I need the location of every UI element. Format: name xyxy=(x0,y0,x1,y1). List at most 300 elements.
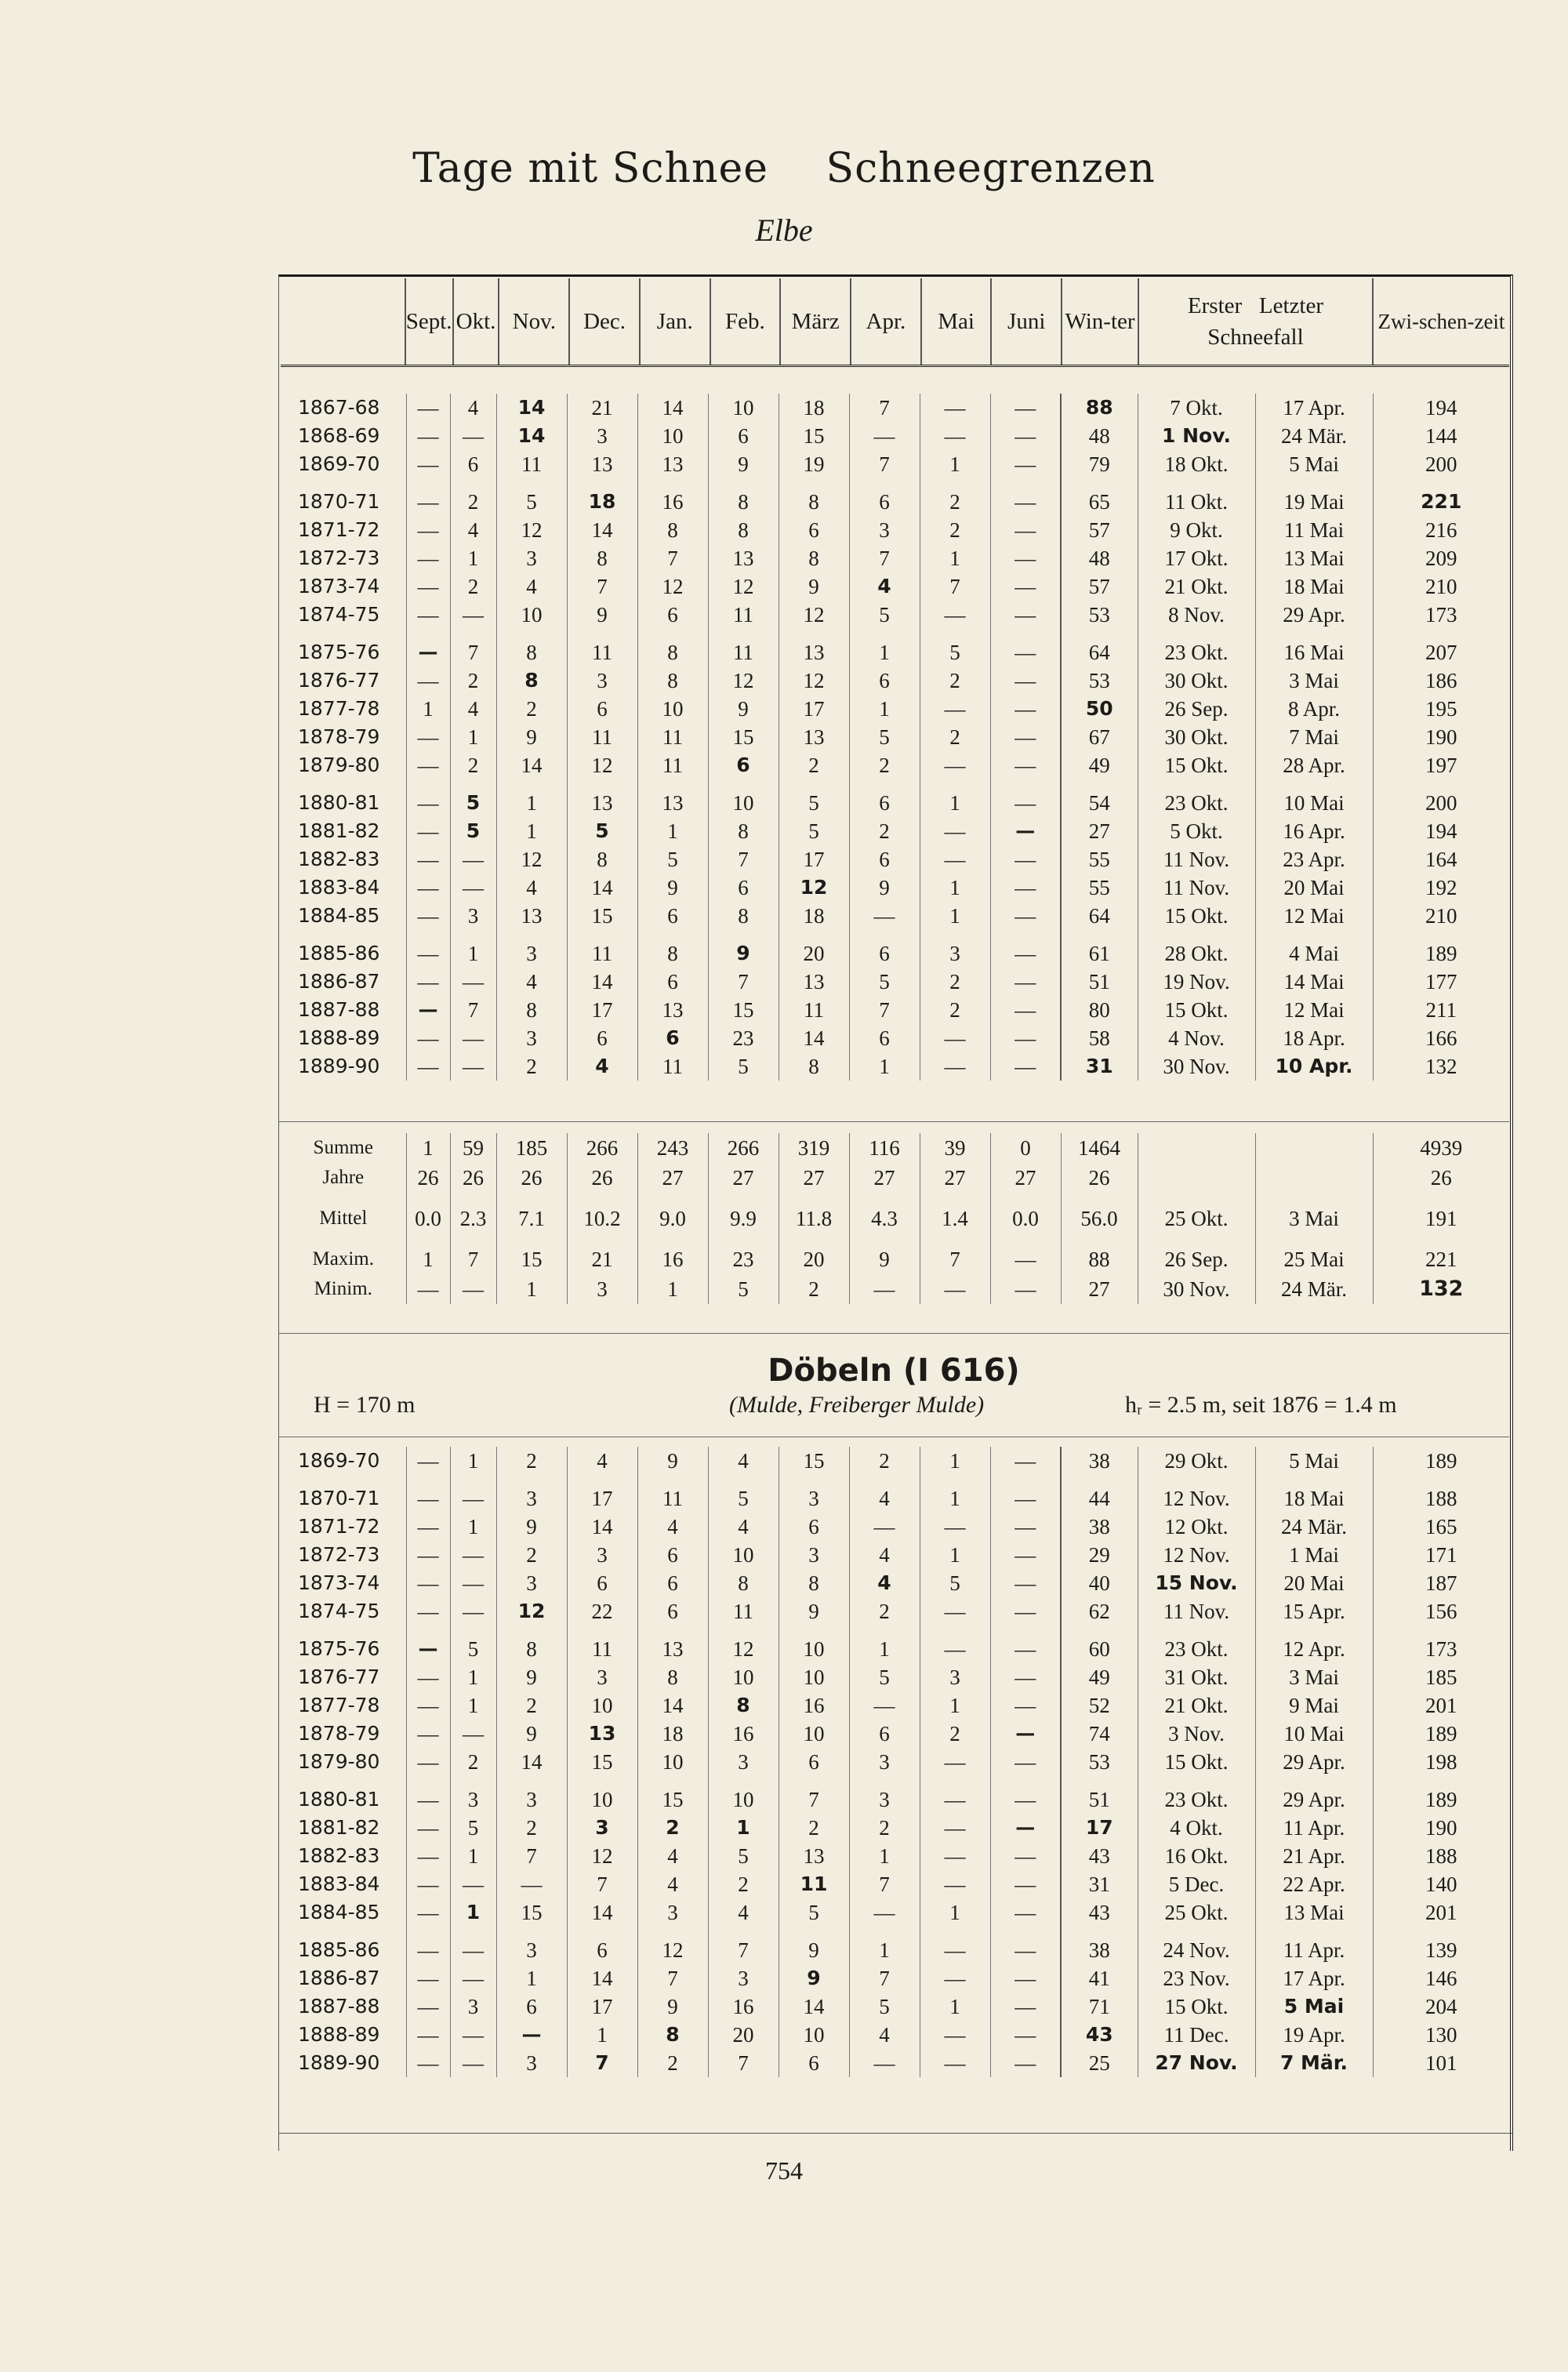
table-row xyxy=(281,1447,1509,1475)
elbe-group-gap xyxy=(281,930,1509,939)
table-cell: 64 xyxy=(1061,902,1138,930)
summary-row xyxy=(281,1274,1509,1304)
table-cell: 101 xyxy=(1425,2051,1457,2075)
table-cell: 5 xyxy=(849,968,920,996)
table-cell: 173 xyxy=(1425,603,1457,627)
gap-cell xyxy=(496,779,567,789)
gap-cell xyxy=(849,1626,920,1635)
year-cell: 1889-90 xyxy=(281,1052,406,1081)
summary-rows xyxy=(281,1133,1509,1304)
summary-cell: — xyxy=(450,1274,496,1304)
table-cell: 4 xyxy=(708,1513,779,1541)
gap-cell xyxy=(637,930,708,939)
table-cell: 139 xyxy=(1425,1938,1457,1962)
header-nov: Nov. xyxy=(499,278,569,366)
table-cell: 5 xyxy=(450,817,496,845)
table-cell: 15 xyxy=(496,1898,567,1927)
table-cell: 8 xyxy=(496,638,567,667)
table-cell: — xyxy=(990,450,1061,478)
summary-cell: 26 xyxy=(1061,1163,1138,1193)
table-cell: 21 Okt. xyxy=(1138,1691,1255,1720)
table-cell: — xyxy=(990,1597,1061,1626)
gap-cell xyxy=(1255,629,1373,638)
table-cell: 13 xyxy=(496,902,567,930)
table-cell: — xyxy=(406,1541,450,1569)
table-cell: 18 xyxy=(567,488,637,516)
table-cell: 23 xyxy=(708,1024,779,1052)
table-cell: 1 xyxy=(920,450,990,478)
table-cell: 5 xyxy=(708,1842,779,1870)
year-cell: 1887-88 xyxy=(281,996,406,1024)
gap-cell xyxy=(779,930,849,939)
gap-cell xyxy=(406,629,450,638)
table-cell: 3 xyxy=(496,1569,567,1597)
table-cell: 13 xyxy=(637,996,708,1024)
table-cell: — xyxy=(406,1870,450,1898)
table-cell: 58 xyxy=(1061,1024,1138,1052)
year-cell: 1878-79 xyxy=(281,1720,406,1748)
table-cell: 15 xyxy=(708,996,779,1024)
table-row xyxy=(281,1842,1509,1870)
table-cell: 52 xyxy=(1061,1691,1138,1720)
gap-cell xyxy=(1255,1927,1373,1936)
table-cell: 209 xyxy=(1425,547,1457,570)
table-cell: 12 xyxy=(708,667,779,695)
table-cell: 6 xyxy=(450,450,496,478)
table-cell: — xyxy=(990,2021,1061,2049)
table-cell: 10 xyxy=(779,1720,849,1748)
table-cell: 11 xyxy=(496,450,567,478)
table-cell: 211 xyxy=(1425,998,1457,1022)
gap-cell xyxy=(849,1193,920,1204)
table-cell: 16 Apr. xyxy=(1255,817,1373,845)
table-cell: 43 xyxy=(1061,1842,1138,1870)
table-cell: 164 xyxy=(1425,848,1457,871)
gap-cell xyxy=(496,478,567,488)
table-cell: 1 xyxy=(920,1484,990,1513)
table-cell: — xyxy=(450,1936,496,1964)
table-cell: 4 Okt. xyxy=(1138,1814,1255,1842)
table-cell: 4 xyxy=(567,1447,637,1475)
summary-cell: 0.0 xyxy=(990,1204,1061,1233)
table-cell: 6 xyxy=(637,1597,708,1626)
year-cell: 1871-72 xyxy=(281,516,406,544)
gap-cell xyxy=(849,779,920,789)
table-cell: 9 xyxy=(708,450,779,478)
gap-cell xyxy=(496,930,567,939)
table-row xyxy=(281,638,1509,667)
table-row xyxy=(281,1484,1509,1513)
table-cell: 15 xyxy=(567,902,637,930)
table-cell: — xyxy=(406,1569,450,1597)
table-cell: 190 xyxy=(1425,725,1457,749)
table-cell: 5 xyxy=(920,638,990,667)
table-cell: 2 xyxy=(849,1814,920,1842)
table-cell: — xyxy=(450,2049,496,2077)
table-cell: — xyxy=(990,845,1061,874)
table-cell: 71 xyxy=(1061,1992,1138,2021)
table-cell: — xyxy=(406,817,450,845)
table-cell: — xyxy=(450,2021,496,2049)
table-cell: 17 xyxy=(1061,1814,1138,1842)
table-cell: 1 xyxy=(496,789,567,817)
table-cell: 10 xyxy=(779,1635,849,1663)
table-cell: 51 xyxy=(1061,1785,1138,1814)
summary-cell: 1 xyxy=(637,1274,708,1304)
table-cell: 53 xyxy=(1061,667,1138,695)
table-cell: — xyxy=(920,751,990,779)
gap-cell xyxy=(849,1475,920,1484)
table-cell: 12 xyxy=(567,1842,637,1870)
table-cell: 4 xyxy=(849,1569,920,1597)
year-cell: 1879-80 xyxy=(281,751,406,779)
table-cell: 8 xyxy=(779,1569,849,1597)
table-cell: 8 xyxy=(708,488,779,516)
table-cell: 10 Apr. xyxy=(1255,1052,1373,1081)
table-cell: 30 Nov. xyxy=(1138,1052,1255,1081)
table-cell: 8 xyxy=(637,2021,708,2049)
table-cell: — xyxy=(990,817,1061,845)
table-cell: 48 xyxy=(1061,422,1138,450)
table-cell: 1 xyxy=(849,1842,920,1870)
table-cell: 2 xyxy=(450,572,496,601)
table-cell: — xyxy=(450,1964,496,1992)
table-cell: 18 Mai xyxy=(1255,572,1373,601)
table-cell: 14 xyxy=(567,874,637,902)
table-cell: 67 xyxy=(1061,723,1138,751)
table-cell: 53 xyxy=(1061,601,1138,629)
summary-cell: 27 xyxy=(708,1163,779,1193)
gap-cell xyxy=(849,1233,920,1244)
table-cell: 13 xyxy=(708,544,779,572)
summary-cell: 26 xyxy=(496,1163,567,1193)
table-cell: 10 xyxy=(708,789,779,817)
table-cell: — xyxy=(406,2049,450,2077)
table-cell: 40 xyxy=(1061,1569,1138,1597)
table-cell: 13 xyxy=(779,723,849,751)
gap-cell xyxy=(779,1927,849,1936)
table-cell: 11 xyxy=(637,723,708,751)
table-row xyxy=(281,1964,1509,1992)
gap-cell xyxy=(708,930,779,939)
table-cell: 12 xyxy=(567,751,637,779)
table-cell: 1 xyxy=(450,1447,496,1475)
table-cell: — xyxy=(990,1748,1061,1776)
summary-cell: 221 xyxy=(1425,1248,1457,1271)
table-cell: 11 xyxy=(637,1052,708,1081)
table-cell: 14 xyxy=(637,394,708,422)
header-snowfall-label: Schneefall xyxy=(1207,325,1304,350)
table-cell: 11 xyxy=(567,723,637,751)
table-cell: 1 xyxy=(450,544,496,572)
table-cell: 2 xyxy=(450,1748,496,1776)
year-cell: 1870-71 xyxy=(281,1484,406,1513)
header-last: Letzter xyxy=(1258,293,1324,318)
table-cell: 6 xyxy=(849,789,920,817)
table-cell: 8 xyxy=(779,544,849,572)
title-snow-days: Tage mit Schnee xyxy=(412,145,768,192)
table-cell: 1 Mai xyxy=(1255,1541,1373,1569)
summary-cell: 5 xyxy=(708,1274,779,1304)
table-cell: 3 xyxy=(849,1748,920,1776)
station-name: Döbeln (I 616) xyxy=(768,1353,1020,1389)
table-cell: — xyxy=(406,2021,450,2049)
table-cell: — xyxy=(406,789,450,817)
table-cell: — xyxy=(450,1484,496,1513)
year-cell: 1882-83 xyxy=(281,1842,406,1870)
table-cell: 4 xyxy=(849,572,920,601)
table-cell: 14 xyxy=(637,1691,708,1720)
table-cell: — xyxy=(920,1964,990,1992)
table-cell: — xyxy=(990,1447,1061,1475)
table-cell: 5 xyxy=(849,1663,920,1691)
table-cell: 3 xyxy=(849,1785,920,1814)
gap-cell xyxy=(1061,1626,1138,1635)
gap-cell xyxy=(920,1475,990,1484)
gap-cell xyxy=(1255,1233,1373,1244)
table-cell: — xyxy=(990,638,1061,667)
table-cell: 38 xyxy=(1061,1513,1138,1541)
table-cell: 3 xyxy=(567,1541,637,1569)
table-cell: 16 xyxy=(708,1992,779,2021)
summary-cell: 11.8 xyxy=(779,1204,849,1233)
table-cell: 54 xyxy=(1061,789,1138,817)
table-cell: 10 xyxy=(708,1541,779,1569)
table-cell: 1 xyxy=(920,1541,990,1569)
table-cell: 7 xyxy=(567,2049,637,2077)
table-cell: 8 xyxy=(708,817,779,845)
table-cell: 1 xyxy=(849,1936,920,1964)
gap-cell xyxy=(1061,1927,1138,1936)
gap-cell xyxy=(496,1233,567,1244)
table-cell: — xyxy=(450,1569,496,1597)
elbe-summary-table xyxy=(281,1133,1509,1304)
summary-cell xyxy=(1255,1133,1373,1163)
table-cell: 173 xyxy=(1425,1637,1457,1661)
table-cell: — xyxy=(920,2021,990,2049)
table-cell: 4 xyxy=(637,1842,708,1870)
table-cell: 10 Mai xyxy=(1255,1720,1373,1748)
summary-cell: 27 xyxy=(990,1163,1061,1193)
table-cell: 21 Okt. xyxy=(1138,572,1255,601)
table-cell: — xyxy=(920,1513,990,1541)
table-cell: — xyxy=(920,1635,990,1663)
table-cell: — xyxy=(406,450,450,478)
table-cell: — xyxy=(496,2021,567,2049)
table-row xyxy=(281,996,1509,1024)
table-cell: 6 xyxy=(567,695,637,723)
table-cell: 14 xyxy=(567,1898,637,1927)
year-cell: 1884-85 xyxy=(281,902,406,930)
table-cell: 27 xyxy=(1061,817,1138,845)
table-cell: 198 xyxy=(1425,1750,1457,1774)
table-cell: — xyxy=(450,874,496,902)
table-cell: 7 xyxy=(849,394,920,422)
table-cell: 6 xyxy=(637,1024,708,1052)
gap-cell xyxy=(496,1475,567,1484)
table-cell: 11 xyxy=(567,939,637,968)
table-cell: 6 xyxy=(849,1024,920,1052)
gap-cell xyxy=(281,1193,406,1204)
summary-cell: 243 xyxy=(637,1133,708,1163)
table-cell: 2 xyxy=(496,1052,567,1081)
table-cell: — xyxy=(990,1814,1061,1842)
table-cell: — xyxy=(990,874,1061,902)
summary-cell: 185 xyxy=(496,1133,567,1163)
summary-label: Jahre xyxy=(281,1163,406,1193)
summary-cell: 26 xyxy=(406,1163,450,1193)
gap-cell xyxy=(779,629,849,638)
table-cell: 8 xyxy=(637,667,708,695)
table-cell: 14 xyxy=(567,516,637,544)
table-cell: — xyxy=(920,601,990,629)
table-cell: 6 xyxy=(708,751,779,779)
table-cell: 10 Mai xyxy=(1255,789,1373,817)
gap-cell xyxy=(496,629,567,638)
table-cell: 23 Okt. xyxy=(1138,1785,1255,1814)
table-cell: 29 Apr. xyxy=(1255,1748,1373,1776)
gap-cell xyxy=(708,1193,779,1204)
table-row xyxy=(281,1052,1509,1081)
table-cell: — xyxy=(406,516,450,544)
gap-cell xyxy=(779,1626,849,1635)
table-cell: 8 Nov. xyxy=(1138,601,1255,629)
gap-cell xyxy=(567,478,637,488)
station-gauge-height: hᵣ = 2.5 m, seit 1876 = 1.4 m xyxy=(1125,1392,1397,1418)
header-jan: Jan. xyxy=(640,278,710,366)
table-cell: 6 xyxy=(708,874,779,902)
table-row xyxy=(281,1691,1509,1720)
table-cell: 7 xyxy=(708,968,779,996)
gap-cell xyxy=(450,478,496,488)
table-cell: 11 xyxy=(708,601,779,629)
gap-cell xyxy=(1061,930,1138,939)
table-cell: — xyxy=(406,488,450,516)
summary-gap xyxy=(281,1233,1509,1244)
summary-cell xyxy=(1255,1163,1373,1193)
table-cell: 16 xyxy=(779,1691,849,1720)
table-cell: 11 Dec. xyxy=(1138,2021,1255,2049)
table-cell: — xyxy=(990,544,1061,572)
table-cell: 190 xyxy=(1425,1816,1457,1840)
gap-cell xyxy=(990,779,1061,789)
table-cell: 14 xyxy=(496,394,567,422)
table-cell: 189 xyxy=(1425,1722,1457,1745)
table-cell: — xyxy=(406,996,450,1024)
table-cell: 12 Mai xyxy=(1255,902,1373,930)
summary-cell: 266 xyxy=(708,1133,779,1163)
table-cell: 2 xyxy=(920,723,990,751)
gap-cell xyxy=(920,629,990,638)
table-cell: — xyxy=(406,723,450,751)
table-cell: — xyxy=(990,488,1061,516)
table-cell: 11 Apr. xyxy=(1255,1936,1373,1964)
gap-cell xyxy=(450,1927,496,1936)
table-cell: 1 xyxy=(496,817,567,845)
table-cell: 7 Okt. xyxy=(1138,394,1255,422)
table-cell: 28 Okt. xyxy=(1138,939,1255,968)
table-cell: 29 Apr. xyxy=(1255,601,1373,629)
gap-cell xyxy=(637,1927,708,1936)
gap-cell xyxy=(920,1233,990,1244)
table-cell: 9 xyxy=(637,1447,708,1475)
table-cell: 26 Sep. xyxy=(1138,695,1255,723)
table-cell: 6 xyxy=(637,968,708,996)
table-cell: 51 xyxy=(1061,968,1138,996)
gap-cell xyxy=(1138,1475,1255,1484)
table-cell: 29 xyxy=(1061,1541,1138,1569)
table-cell: 30 Okt. xyxy=(1138,667,1255,695)
table-cell: 1 xyxy=(849,1635,920,1663)
table-cell: 4 xyxy=(708,1898,779,1927)
table-cell: 23 Okt. xyxy=(1138,789,1255,817)
table-cell: 9 xyxy=(567,601,637,629)
table-cell: — xyxy=(406,1964,450,1992)
gap-cell xyxy=(1138,930,1255,939)
table-cell: 18 xyxy=(779,902,849,930)
table-cell: 5 xyxy=(849,723,920,751)
table-cell: — xyxy=(849,1691,920,1720)
table-cell: 9 xyxy=(708,939,779,968)
table-cell: — xyxy=(406,1785,450,1814)
table-cell: — xyxy=(406,939,450,968)
gap-cell xyxy=(406,1626,450,1635)
table-cell: 2 xyxy=(496,1691,567,1720)
table-cell: 3 xyxy=(779,1541,849,1569)
table-cell: — xyxy=(990,1513,1061,1541)
table-cell: 15 xyxy=(779,422,849,450)
summary-cell: 3 Mai xyxy=(1255,1204,1373,1233)
gap-cell xyxy=(567,629,637,638)
table-cell: 17 xyxy=(779,845,849,874)
gap-cell xyxy=(637,1193,708,1204)
table-cell: — xyxy=(920,695,990,723)
year-cell: 1881-82 xyxy=(281,817,406,845)
summary-cell: 1 xyxy=(496,1274,567,1304)
table-cell: — xyxy=(990,1842,1061,1870)
summary-cell: — xyxy=(990,1244,1061,1274)
elbe-group-gap xyxy=(281,779,1509,789)
table-cell: 20 xyxy=(779,939,849,968)
table-cell: 7 xyxy=(708,1936,779,1964)
table-cell: 12 xyxy=(779,667,849,695)
table-cell: 5 xyxy=(779,1898,849,1927)
gap-cell xyxy=(1061,1475,1138,1484)
table-cell: 144 xyxy=(1425,424,1457,448)
table-cell: 30 Okt. xyxy=(1138,723,1255,751)
table-cell: — xyxy=(406,902,450,930)
table-cell: — xyxy=(406,1447,450,1475)
gap-cell xyxy=(281,629,406,638)
table-cell: 5 xyxy=(708,1484,779,1513)
table-cell: — xyxy=(990,1663,1061,1691)
table-cell: — xyxy=(450,1870,496,1898)
table-cell: 3 Mai xyxy=(1255,667,1373,695)
year-cell: 1880-81 xyxy=(281,789,406,817)
header-interval: Zwi-schen-zeit xyxy=(1373,278,1509,366)
table-cell: — xyxy=(920,1814,990,1842)
header-maerz: März xyxy=(780,278,851,366)
table-cell: 1 xyxy=(637,817,708,845)
gap-cell xyxy=(567,930,637,939)
gap-cell xyxy=(920,779,990,789)
gap-cell xyxy=(1138,1193,1255,1204)
gap-cell xyxy=(990,1475,1061,1484)
table-cell: 43 xyxy=(1061,2021,1138,2049)
table-cell: 15 Okt. xyxy=(1138,996,1255,1024)
table-cell: 7 xyxy=(637,544,708,572)
table-cell: 7 xyxy=(450,638,496,667)
